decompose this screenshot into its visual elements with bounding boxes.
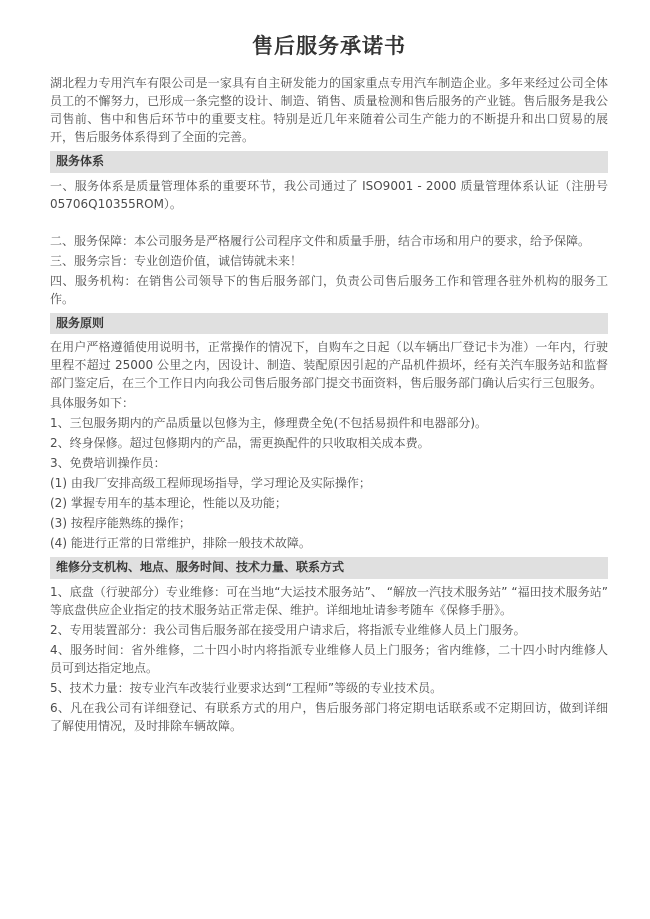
section-heading-service-system: 服务体系 (50, 151, 608, 173)
service-system-item-4: 四、服务机构：在销售公司领导下的售后服务部门，负责公司售后服务工作和管理各驻外机构的服务工作。 (50, 273, 608, 306)
training-sub-item-1: (1) 由我厂安排高级工程师现场指导，学习理论及实际操作； (50, 476, 371, 491)
service-detail-item-1: 1、三包服务期内的产品质量以包修为主，修理费全免(不包括易损件和电器部分)。 (50, 416, 488, 431)
blank-line (50, 215, 608, 232)
repair-item-4: 4、服务时间：省外维修，二十四小时内将指派专业维修人员上门服务；省内维修，二十四小时内维修人员可到达指定地点。 (50, 642, 608, 675)
service-system-item-1: 一、服务体系是质量管理体系的重要环节，我公司通过了 ISO9001 - 2000 质量管理体系认证（注册号 05706Q10355ROM）。 (50, 178, 608, 211)
training-sub-item-4: (4) 能进行正常的日常维护，排除一般技术故障。 (50, 536, 311, 551)
service-system-item-3: 三、服务宗旨：专业创造价值，诚信铸就未来！ (50, 253, 303, 268)
repair-item-1: 1、底盘（行驶部分）专业维修：可在当地“大运技术服务站”、 “解放一汽技术服务站” “福田技术服务站” 等底盘供应企业指定的技术服务站正常走保、维护。详细地址请参考随车《保修手册》。 (50, 584, 608, 617)
section-heading-service-principles: 服务原则 (50, 313, 608, 335)
repair-item-2: 2、专用装置部分：我公司售后服务部在接受用户请求后，将指派专业维修人员上门服务。 (50, 622, 526, 637)
service-details-intro: 具体服务如下： (50, 396, 135, 411)
service-principles-paragraph: 在用户严格遵循使用说明书，正常操作的情况下，自购车之日起（以车辆出厂登记卡为准）一年内，行驶里程不超过 25000 公里之内，因设计、制造、装配原因引起的产品机件损坏，经有关汽车服务站和监督部门鉴定后，在三个工作日内向我公司售后服务部门提交书面资料，售后服务部门确认后实行三包服务。 (50, 340, 608, 391)
training-sub-item-2: (2) 掌握专用车的基本理论，性能以及功能； (50, 496, 287, 511)
service-detail-item-3: 3、免费培训操作员： (50, 456, 166, 471)
training-sub-item-3: (3) 按程序能熟练的操作； (50, 516, 191, 531)
page-title: 售后服务承诺书 (252, 34, 406, 58)
intro-paragraph: 湖北程力专用汽车有限公司是一家具有自主研发能力的国家重点专用汽车制造企业。多年来经过公司全体员工的不懈努力，已形成一条完整的设计、制造、销售、质量检测和售后服务的产业链。售后服务是我公司售前、售中和售后环节中的重要支柱。特别是近几年来随着公司生产能力的不断提升和出口贸易的展开，售后服务体系得到了全面的完善。 (50, 76, 608, 144)
section-heading-repair-branches: 维修分支机构、地点、服务时间、技术力量、联系方式 (50, 557, 608, 579)
service-detail-item-2: 2、终身保修。超过包修期内的产品，需更换配件的只收取相关成本费。 (50, 436, 430, 451)
repair-item-5: 5、技术力量：按专业汽车改装行业要求达到“工程师”等级的专业技术员。 (50, 680, 443, 695)
repair-item-6: 6、凡在我公司有详细登记、有联系方式的用户，售后服务部门将定期电话联系或不定期回访，做到详细了解使用情况，及时排除车辆故障。 (50, 700, 608, 733)
service-system-item-2: 二、服务保障：本公司服务是严格履行公司程序文件和质量手册，结合市场和用户的要求，给予保障。 (50, 233, 591, 248)
